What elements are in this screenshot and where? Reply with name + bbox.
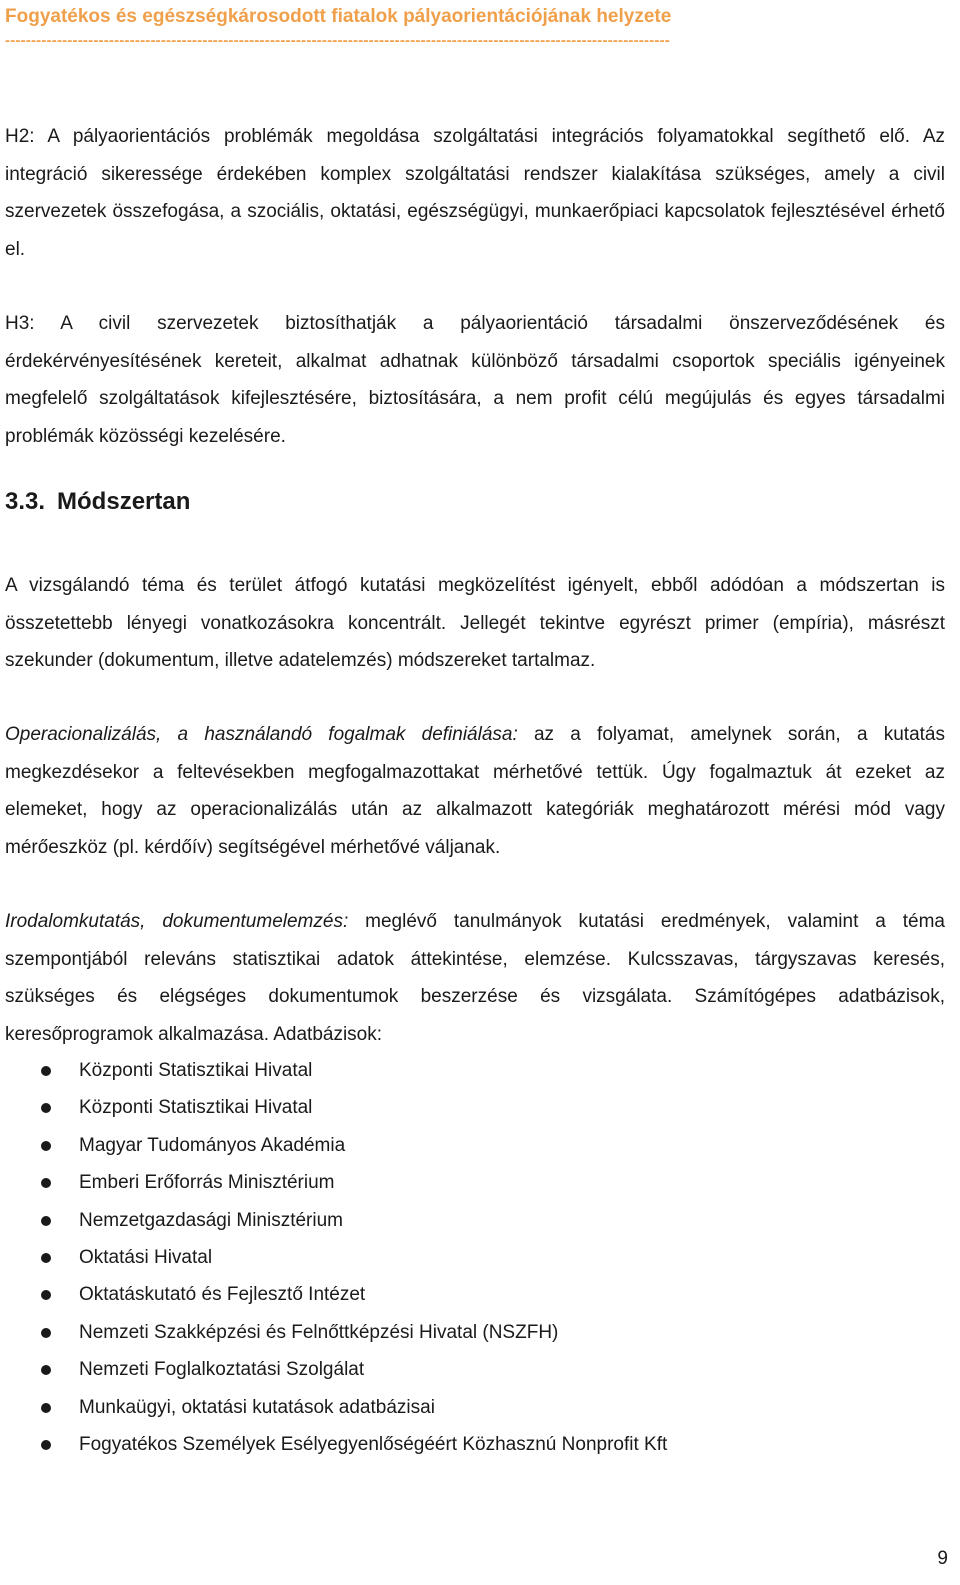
list-item	[0, 1127, 667, 1164]
bullet-icon	[41, 1253, 51, 1263]
list-item	[0, 1052, 667, 1089]
section-number: 3.3.	[5, 488, 46, 515]
operationalization-paragraph	[5, 716, 945, 866]
bullet-icon	[41, 1365, 51, 1375]
bullet-icon	[41, 1103, 51, 1113]
running-header-title: Fogyatékos és egészségkárosodott fiatalok pályaorientációjának helyzete	[5, 6, 672, 27]
list-item-label: Központi Statisztikai Hivatal	[79, 1097, 313, 1119]
list-item-label: Munkaügyi, oktatási kutatások adatbázisai	[79, 1396, 435, 1418]
literature-review-text: meglévő tanulmányok kutatási eredmények, valamint a téma szempontjából releváns statisztikai adatok áttekintése, elemzése. Kulcsszavas, tárgyszavas keresés, szükséges és elégséges dokumentumok beszerzése és vizsgálata. Számítógépes adatbázisok, keresőprogramok alkalmazása. Adatbázisok:	[5, 911, 945, 1045]
bullet-icon	[41, 1440, 51, 1450]
list-item	[0, 1164, 667, 1201]
list-item	[0, 1389, 667, 1426]
section-heading	[5, 488, 190, 516]
bullet-icon	[41, 1066, 51, 1076]
bullet-icon	[41, 1403, 51, 1413]
list-item-label: Emberi Erőforrás Minisztérium	[79, 1172, 335, 1194]
bullet-icon	[41, 1178, 51, 1188]
list-item	[0, 1089, 667, 1126]
page-number: 9	[937, 1548, 948, 1569]
list-item	[0, 1276, 667, 1313]
list-item-label: Nemzeti Foglalkoztatási Szolgálat	[79, 1359, 365, 1381]
literature-review-term: Irodalomkutatás, dokumentumelemzés:	[5, 911, 349, 932]
hypothesis-h2: H2: A pályaorientációs problémák megoldása szolgáltatási integrációs folyamatokkal segíthető elő. Az integráció sikeressége érdekében komplex szolgáltatási rendszer kialakítása szükséges, amely a civil szervezetek összefogása, a szociális, oktatási, egészségügyi, munkaerőpiaci kapcsolatok fejlesztésével érhető el.	[5, 126, 945, 260]
list-item	[0, 1314, 667, 1351]
list-item-label: Nemzeti Szakképzési és Felnőttképzési Hivatal (NSZFH)	[79, 1321, 559, 1343]
hypothesis-h3: H3: A civil szervezetek biztosíthatják a pályaorientáció társadalmi önszerveződésének és érdekérvényesítésének kereteit, alkalmat adhatnak különböző társadalmi csoportok speciális igényeinek megfelelő szolgáltatások kifejlesztésére, biztosítására, a nem profit célú megújulás és egyes társadalmi problémák közösségi kezelésére.	[5, 313, 945, 447]
literature-review-paragraph	[5, 903, 945, 1053]
list-item	[0, 1202, 667, 1239]
list-item	[0, 1351, 667, 1388]
running-header-rule: --------------------------------------------------------------------------------------------------------------------------------	[5, 32, 670, 49]
list-item-label: Fogyatékos Személyek Esélyegyenlőségéért Közhasznú Nonprofit Kft	[79, 1433, 668, 1455]
list-item-label: Oktatáskutató és Fejlesztő Intézet	[79, 1284, 366, 1306]
list-item	[0, 1239, 667, 1276]
bullet-icon	[41, 1290, 51, 1300]
bullet-icon	[41, 1328, 51, 1338]
list-item-label: Oktatási Hivatal	[79, 1246, 213, 1268]
list-item-label: Nemzetgazdasági Minisztérium	[79, 1209, 343, 1231]
database-list	[0, 1052, 667, 1463]
section-title: Módszertan	[57, 488, 191, 515]
list-item-label: Központi Statisztikai Hivatal	[79, 1060, 313, 1081]
list-item-label: Magyar Tudományos Akadémia	[79, 1134, 346, 1156]
operationalization-text: az a folyamat, amelynek során, a kutatás megkezdésekor a feltevésekben megfogalmazottakat mérhetővé tettük. Úgy fogalmaztuk át ezeket az elemeket, hogy az operacionalizálás után az alkalmazott kategóriák meghatározott mérési mód vagy mérőeszköz (pl. kérdőív) segítségével mérhetővé váljanak.	[5, 724, 945, 858]
bullet-icon	[41, 1141, 51, 1151]
operationalization-term: Operacionalizálás, a használandó fogalmak definiálása:	[5, 724, 518, 745]
list-item	[0, 1426, 667, 1463]
methodology-intro: A vizsgálandó téma és terület átfogó kutatási megközelítést igényelt, ebből adódóan a módszertan is összetettebb lényegi vonatkozásokra koncentrált. Jellegét tekintve egyrészt primer (empíria), másrészt szekunder (dokumentum, illetve adatelemzés) módszereket tartalmaz.	[5, 575, 945, 671]
bullet-icon	[41, 1216, 51, 1226]
